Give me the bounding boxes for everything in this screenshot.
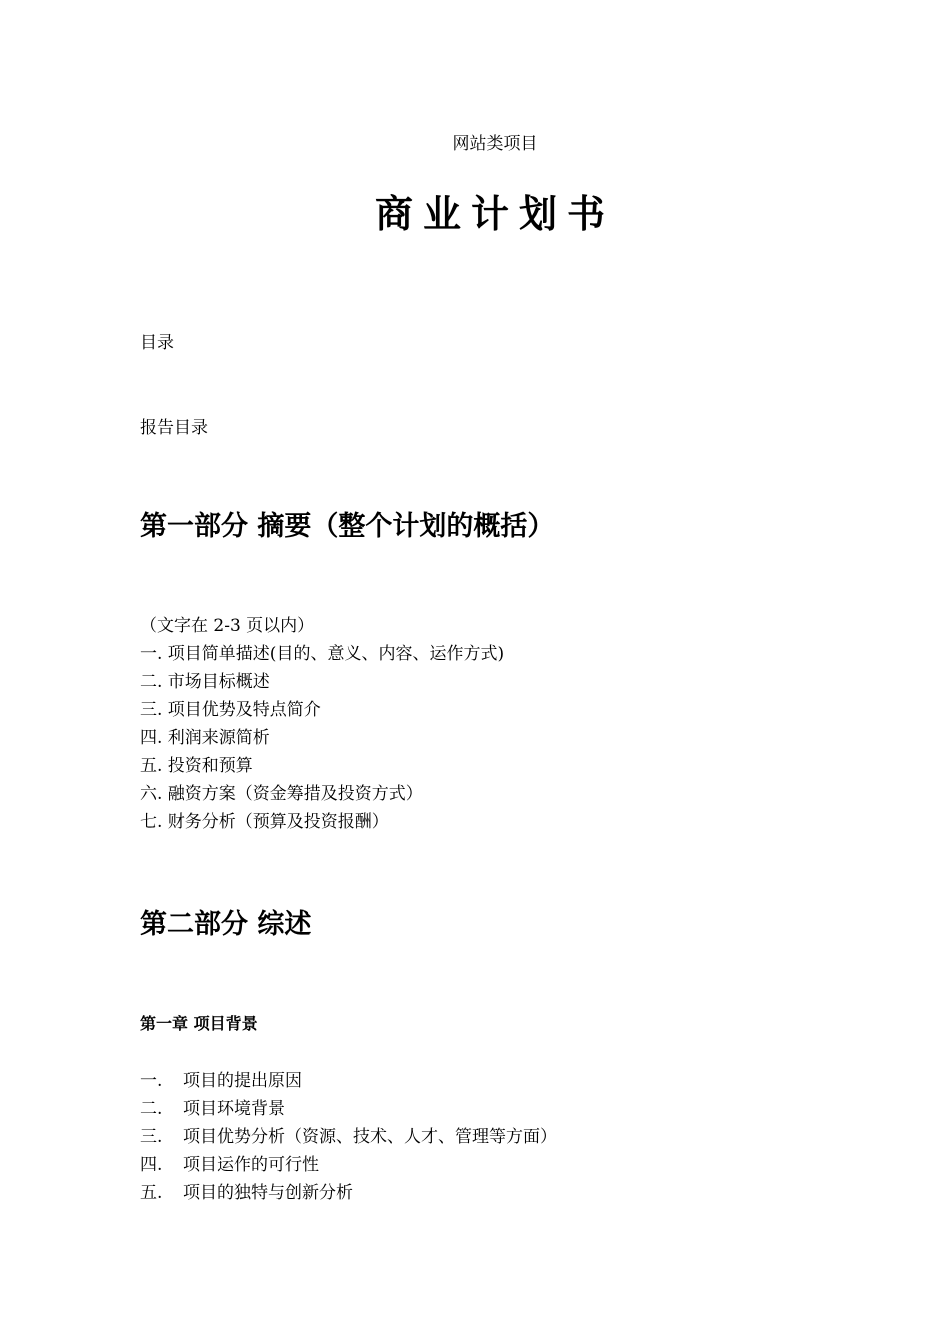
list-item-text: 项目的提出原因 — [183, 1071, 302, 1091]
part2-heading: 第二部分 综述 — [140, 909, 312, 940]
list-item-text: 项目的独特与创新分析 — [183, 1183, 353, 1203]
part1-list — [140, 612, 504, 836]
list-item — [140, 1179, 557, 1207]
toc-label: 目录 — [140, 333, 174, 353]
list-item: 二. 市场目标概述 — [140, 672, 270, 692]
list-item: 七. 财务分析（预算及投资报酬） — [140, 812, 389, 832]
list-item-text: 项目优势分析（资源、技术、人才、管理等方面） — [183, 1127, 557, 1147]
list-item — [140, 1151, 557, 1179]
part1-heading: 第一部分 摘要（整个计划的概括） — [140, 511, 555, 542]
document-subtitle: 网站类项目 — [452, 134, 538, 154]
list-item-text: 项目环境背景 — [183, 1099, 285, 1119]
list-item — [140, 1095, 557, 1123]
list-item: 五. 投资和预算 — [140, 756, 253, 776]
list-item: （文字在 2-3 页以内） — [140, 616, 315, 636]
list-item-number: 四. — [140, 1155, 163, 1175]
report-toc-label: 报告目录 — [140, 418, 208, 438]
list-item: 四. 利润来源简析 — [140, 728, 270, 748]
list-item: 一. 项目简单描述(目的、意义、内容、运作方式) — [140, 644, 505, 664]
list-item-number: 三. — [140, 1127, 163, 1147]
list-item-number: 一. — [140, 1071, 163, 1091]
list-item-number: 二. — [140, 1099, 163, 1119]
list-item: 三. 项目优势及特点简介 — [140, 700, 321, 720]
list-item: 六. 融资方案（资金筹措及投资方式） — [140, 784, 423, 804]
chapter1-list — [140, 1067, 557, 1207]
list-item-number: 五. — [140, 1183, 163, 1203]
list-item — [140, 1123, 557, 1151]
chapter1-heading: 第一章 项目背景 — [140, 1014, 258, 1033]
list-item-text: 项目运作的可行性 — [183, 1155, 319, 1175]
list-item — [140, 1067, 557, 1095]
document-title: 商业计划书 — [374, 192, 615, 236]
